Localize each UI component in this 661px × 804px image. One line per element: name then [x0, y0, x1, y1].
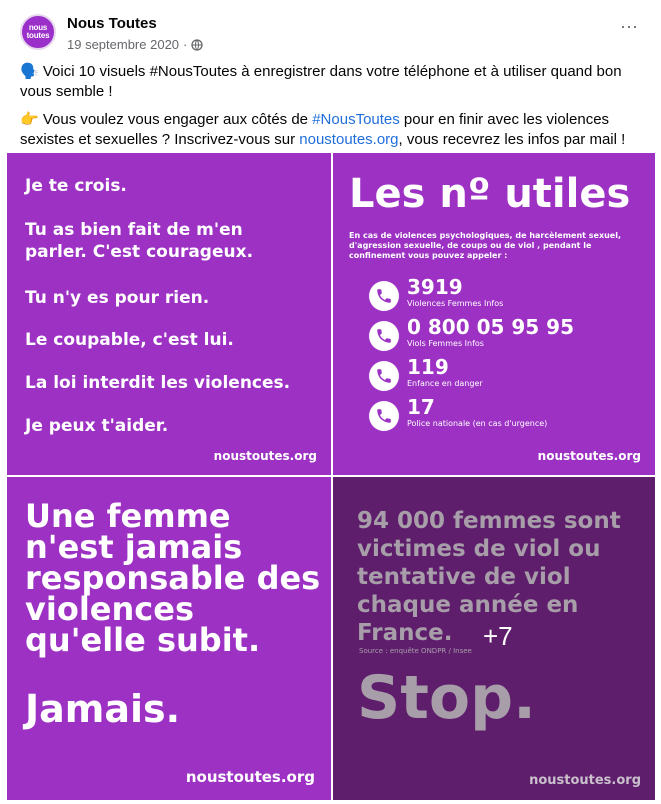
photo-tile-3[interactable] — [7, 477, 331, 800]
phone-number: 17 — [407, 395, 435, 419]
tile3-main-text: Une femme n'est jamais responsable des violences qu'elle subit. — [25, 497, 321, 659]
globe-icon[interactable] — [191, 39, 203, 51]
tile1-line: Je te crois. — [25, 176, 127, 196]
more-options-icon[interactable]: ··· — [620, 16, 638, 36]
phone-number-entry — [369, 395, 629, 437]
photo-tile-2[interactable] — [333, 153, 655, 475]
photo-tile-1[interactable] — [7, 153, 331, 475]
tile4-url: noustoutes.org — [529, 773, 641, 788]
photo-grid — [7, 153, 655, 800]
photo-tile-4-more[interactable] — [333, 477, 655, 800]
phone-number-label: Enfance en danger — [407, 379, 483, 388]
para2-middle: pour en finir avec les violences sexistes et sexuelles ? Inscrivez-vous sur — [20, 111, 610, 148]
tile2-url: noustoutes.org — [537, 449, 641, 463]
post-header — [0, 0, 661, 62]
phone-number-entry — [369, 355, 629, 397]
tile1-line: Je peux t'aider. — [25, 416, 169, 436]
phone-number: 0 800 05 95 95 — [407, 315, 575, 339]
para2-prefix: 👉 Vous voulez vous engager aux côtés de — [20, 111, 313, 128]
para2-suffix: , vous recevrez les infos par mail ! — [398, 131, 626, 148]
phone-icon — [369, 281, 399, 311]
phone-number-entry — [369, 275, 629, 317]
tile4-source: Source : enquête ONDPR / Insee — [359, 647, 472, 655]
phone-number: 3919 — [407, 275, 463, 299]
tile1-line: Tu n'y es pour rien. — [25, 288, 210, 308]
tile1-url: noustoutes.org — [213, 449, 317, 463]
post-date[interactable]: 19 septembre 2020 — [67, 37, 180, 52]
tile1-line: La loi interdit les violences. — [25, 373, 291, 393]
tile1-line: parler. C'est courageux. — [25, 242, 254, 262]
post-meta — [67, 37, 203, 52]
phone-number-label: Police nationale (en cas d'urgence) — [407, 419, 548, 428]
tile2-title: Les nº utiles — [349, 171, 631, 217]
phone-icon — [369, 401, 399, 431]
phone-number-entry — [369, 315, 629, 357]
tile1-line: Le coupable, c'est lui. — [25, 330, 234, 350]
tile3-url: noustoutes.org — [185, 768, 315, 786]
meta-separator: · — [183, 37, 188, 52]
phone-number: 119 — [407, 355, 449, 379]
page-name[interactable]: Nous Toutes — [67, 15, 157, 32]
tile4-stop: Stop. — [357, 663, 536, 733]
phone-number-label: Viols Femmes Infos — [407, 339, 484, 348]
tile4-main-text: 94 000 femmes sont victimes de viol ou tentative de viol chaque année en France. — [357, 508, 621, 646]
post-text — [20, 62, 640, 158]
more-photos-count[interactable]: +7 — [483, 621, 513, 651]
phone-icon — [369, 361, 399, 391]
hashtag-link[interactable]: #NousToutes — [312, 111, 400, 128]
phone-icon — [369, 321, 399, 351]
post-paragraph-1: 🗣️ Voici 10 visuels #NousToutes à enregistrer dans votre téléphone et à utiliser quand bon vous semble ! — [20, 63, 622, 100]
tile3-jamais: Jamais. — [25, 687, 181, 731]
avatar-logo-text: nous toutes — [26, 23, 50, 40]
post-paragraph-2 — [20, 110, 640, 150]
tile1-line: Tu as bien fait de m'en — [25, 220, 243, 240]
tile2-intro: En cas de violences psychologiques, de harcèlement sexuel, d'agression sexuelle, de coups ou de viol , pendant le confinement vous pouvez appeler : — [349, 231, 622, 260]
website-link[interactable]: noustoutes.org — [299, 131, 399, 148]
avatar[interactable] — [20, 14, 56, 50]
phone-number-label: Violences Femmes Infos — [407, 299, 504, 308]
